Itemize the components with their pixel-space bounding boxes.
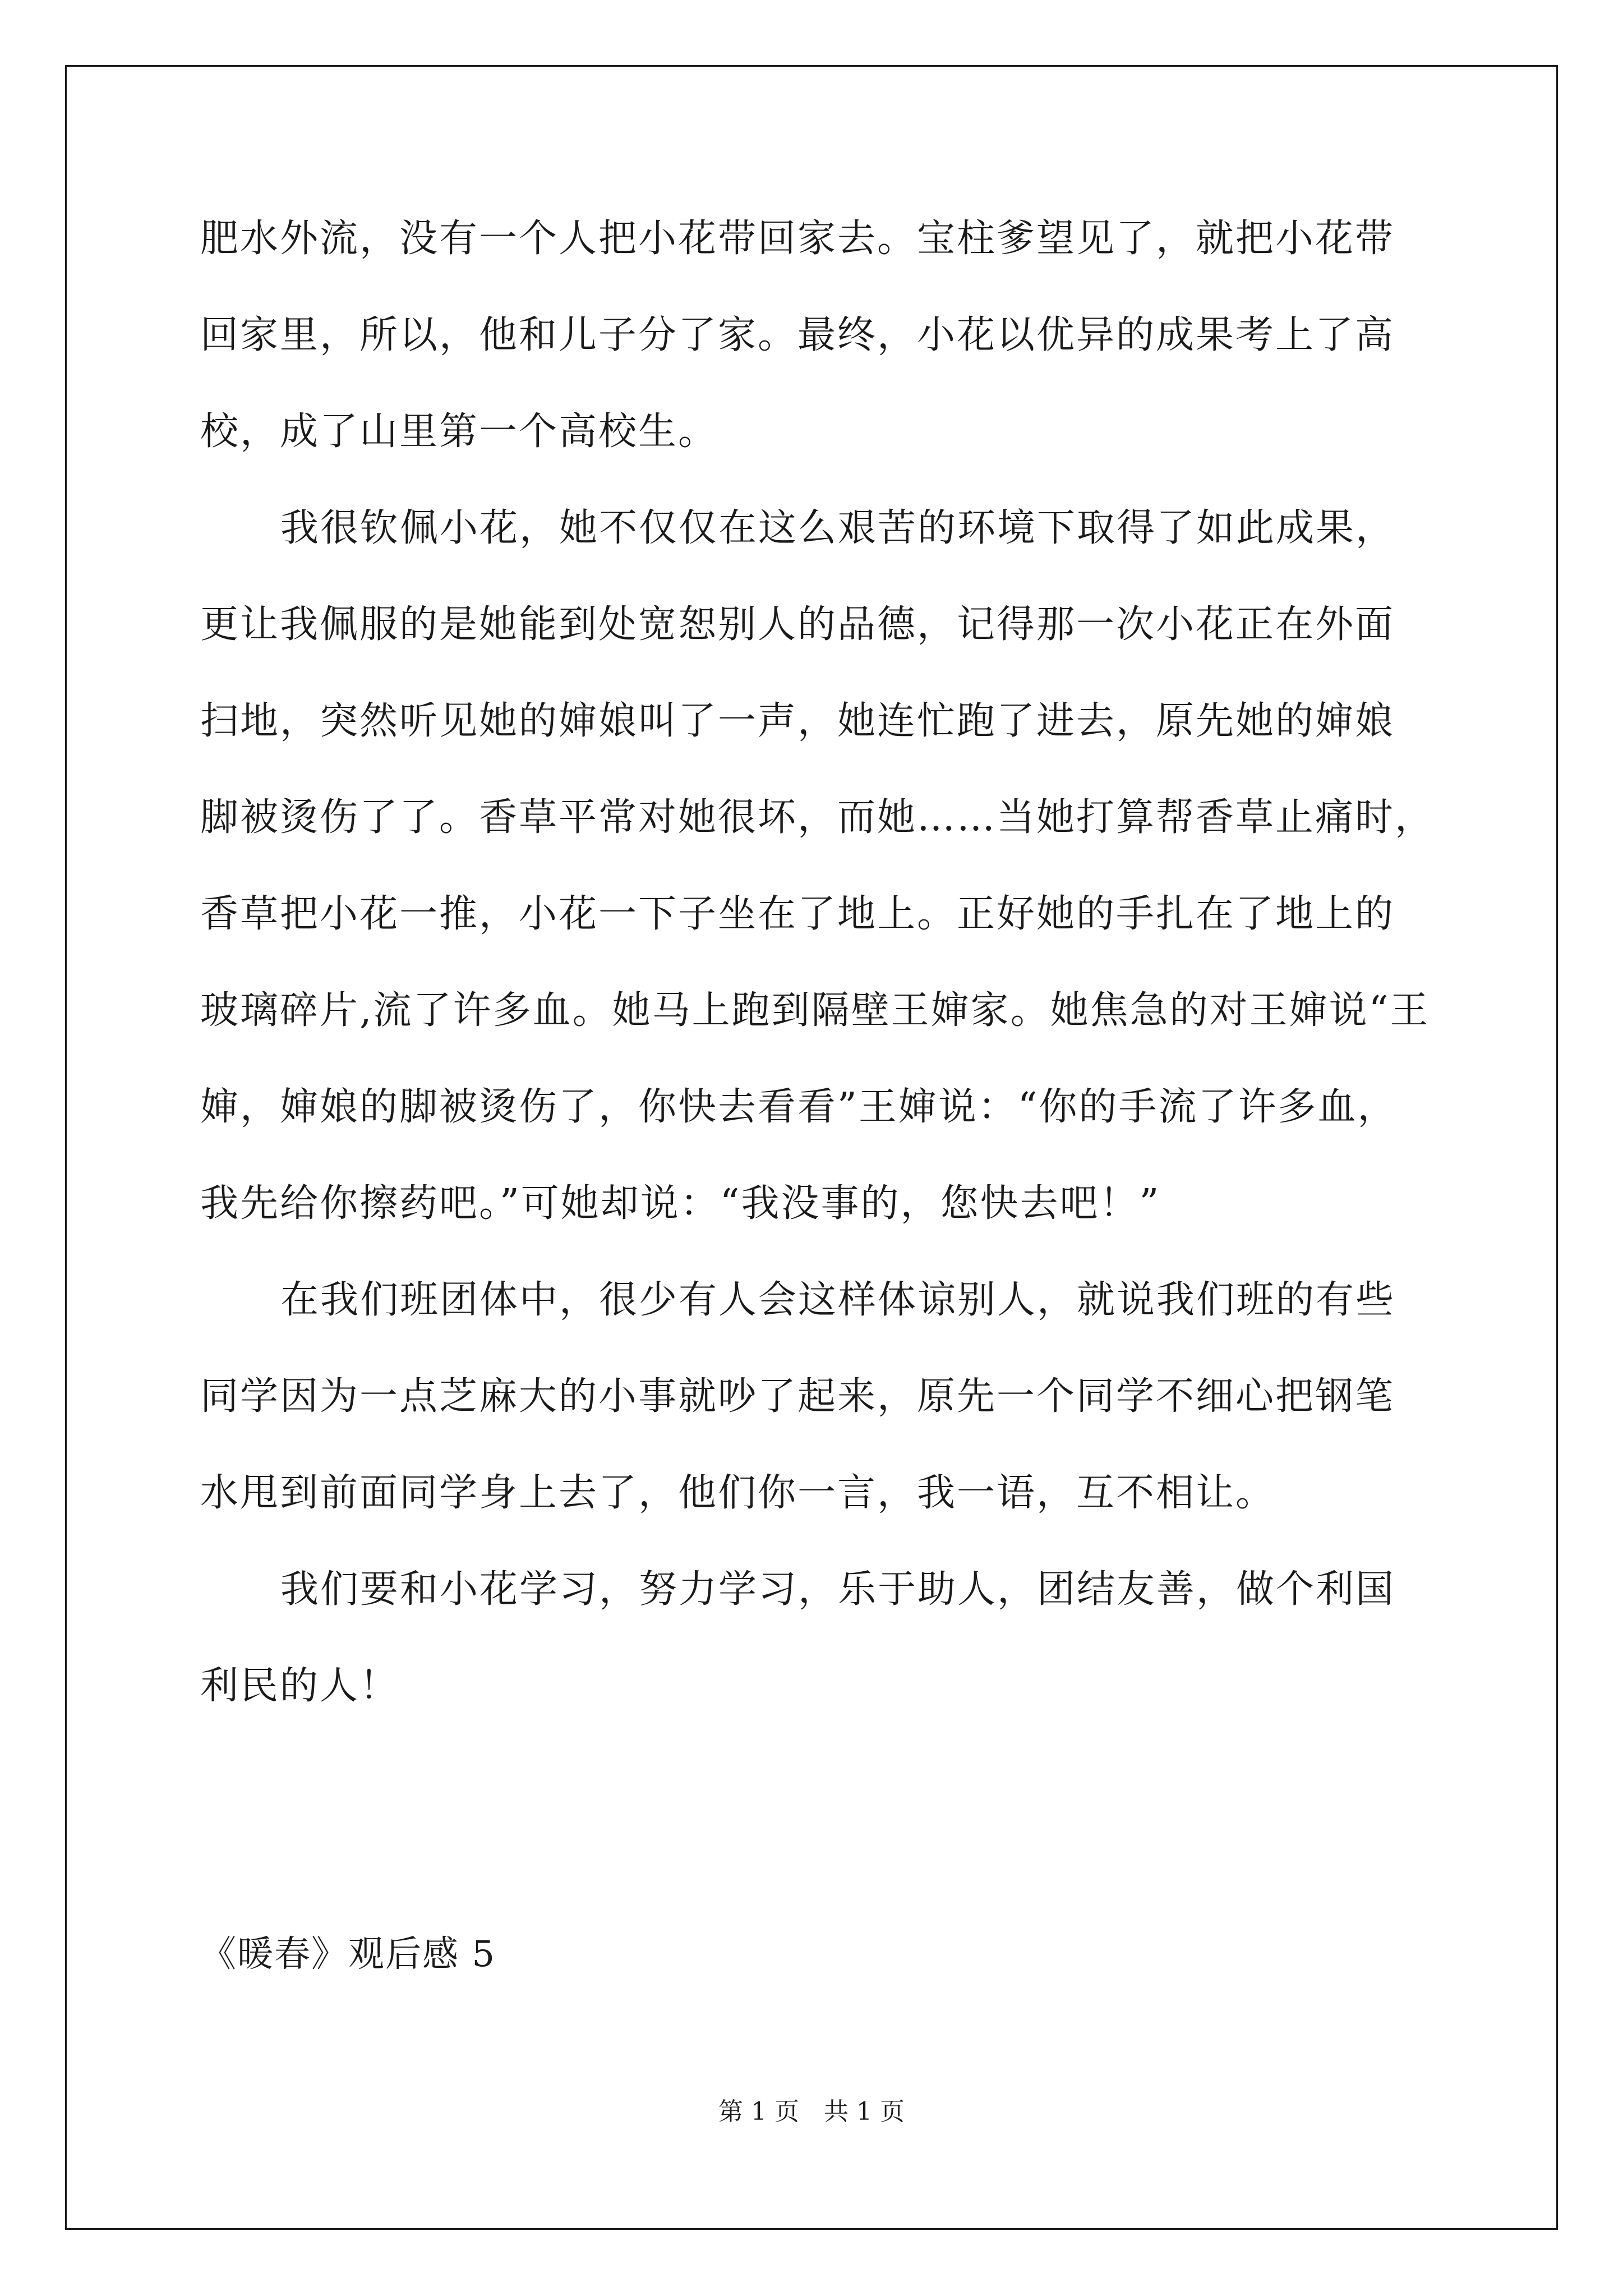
text-line: 利民的人！	[200, 1664, 400, 1708]
page-footer: 第 1 页 共 1 页	[718, 2097, 905, 2126]
text-line: 我很钦佩小花，她不仅仅在这么艰苦的环境下取得了如此成果，	[280, 506, 1396, 550]
paragraph	[200, 214, 1434, 457]
paragraph	[200, 1276, 1434, 1518]
text-line: 在我们班团体中，很少有人会这样体谅别人，就说我们班的有些	[280, 1278, 1396, 1322]
text-line: 我们要和小花学习，努力学习，乐于助人，团结友善，做个利国	[280, 1567, 1396, 1612]
text-line: 校，成了山里第一个高校生。	[200, 409, 718, 454]
text-line: 扫地，突然听见她的婶娘叫了一声，她连忙跑了进去，原先她的婶娘	[200, 699, 1395, 743]
paragraph	[200, 1565, 1434, 1711]
text-line: 玻璃碎片,流了许多血。她马上跑到隔壁王婶家。她焦急的对王婶说“王	[200, 988, 1430, 1033]
text-line: 我先给你擦药吧。”可她却说：“我没事的，您快去吧！”	[200, 1181, 1161, 1226]
text-line: 婶，婶娘的脚被烫伤了，你快去看看”王婶说：“你的手流了许多血，	[200, 1085, 1398, 1129]
text-line: 肥水外流，没有一个人把小花带回家去。宝柱爹望见了，就把小花带	[200, 217, 1395, 261]
text-line: 水甩到前面同学身上去了，他们你一言，我一语，互不相让。	[200, 1471, 1276, 1515]
section-heading: 《暖春》观后感 5	[200, 1934, 496, 1975]
document-body	[200, 214, 1434, 1711]
text-line: 更让我佩服的是她能到处宽恕别人的品德，记得那一次小花正在外面	[200, 602, 1395, 647]
paragraph	[200, 504, 1434, 1228]
text-line: 香草把小花一推，小花一下子坐在了地上。正好她的手扎在了地上的	[200, 892, 1395, 936]
text-line: 回家里，所以，他和儿子分了家。最终，小花以优异的成果考上了高	[200, 313, 1395, 357]
text-line: 脚被烫伤了了。香草平常对她很坏，而她……当她打算帮香草止痛时，	[200, 795, 1435, 840]
text-line: 同学因为一点芝麻大的小事就吵了起来，原先一个同学不细心把钢笔	[200, 1374, 1395, 1419]
